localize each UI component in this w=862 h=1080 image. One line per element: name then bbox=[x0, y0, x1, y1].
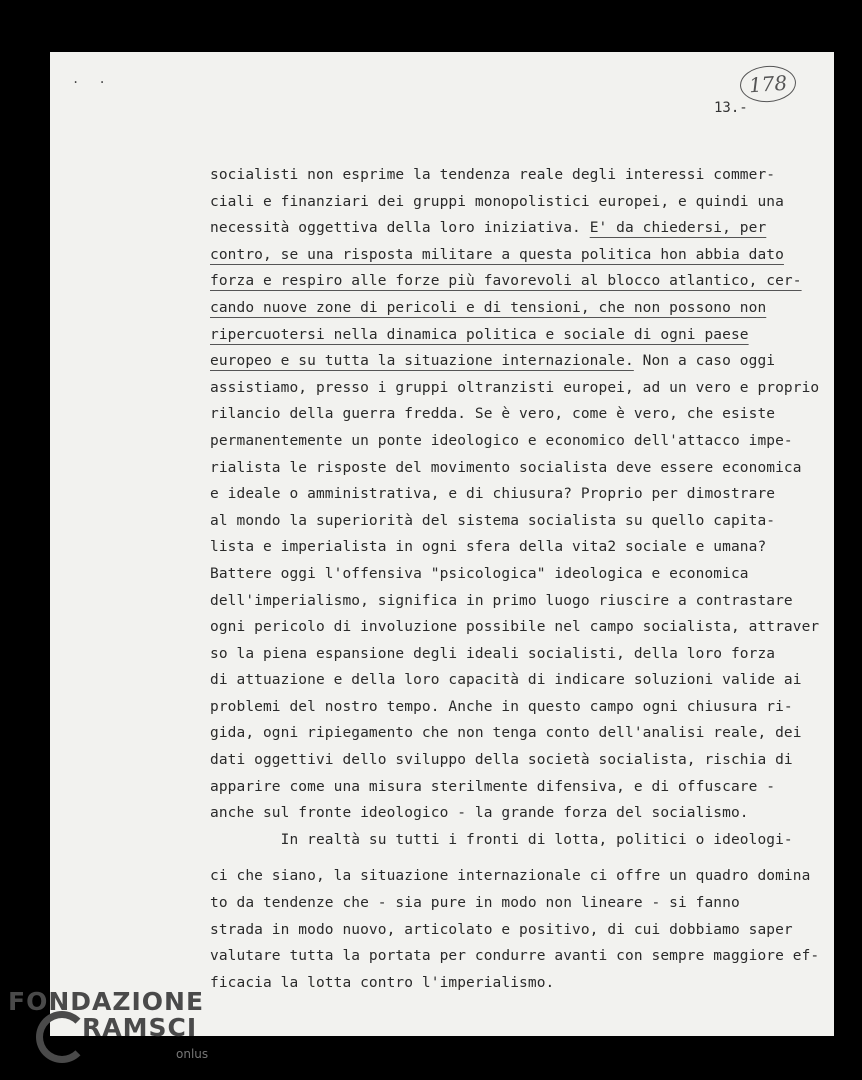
watermark-line2: RAMSCI bbox=[82, 1013, 198, 1042]
text-line: lista e imperialista in ogni sfera della vita2 sociale e umana? bbox=[210, 539, 767, 556]
text-line: apparire come una misura sterilmente difensiva, e di offuscare - bbox=[210, 778, 776, 795]
g-logo-icon bbox=[36, 1011, 88, 1063]
underlined-text: contro, se una risposta militare a questa politica hon abbia dato bbox=[210, 246, 784, 263]
text-line: to da tendenze che - sia pure in modo non lineare - si fanno bbox=[210, 895, 740, 912]
text-line: e ideale o amministrativa, e di chiusura? Proprio per dimostrare bbox=[210, 486, 776, 503]
text-line: ogni pericolo di involuzione possibile nel campo socialista, attraver bbox=[210, 619, 820, 636]
watermark-logo bbox=[0, 985, 230, 1075]
underlined-text: ripercuotersi nella dinamica politica e sociale di ogni paese bbox=[210, 326, 749, 343]
document-page bbox=[50, 52, 834, 1036]
text-line: ciali e finanziari dei gruppi monopolistici europei, e quindi una bbox=[210, 193, 784, 210]
text-line: di attuazione e della loro capacità di indicare soluzioni valide ai bbox=[210, 672, 802, 689]
text-line: assistiamo, presso i gruppi oltranzisti europei, ad un vero e proprio bbox=[210, 379, 820, 396]
text-line: europeo e su tutta la situazione internazionale. Non a caso oggi bbox=[210, 353, 776, 370]
text-line bbox=[210, 295, 830, 322]
text-line bbox=[210, 268, 830, 295]
underlined-text: europeo e su tutta la situazione internazionale. bbox=[210, 353, 634, 370]
text-line: rilancio della guerra fredda. Se è vero, come è vero, che esiste bbox=[210, 406, 776, 423]
text-line bbox=[210, 322, 830, 349]
underlined-text: E' da chiedersi, per bbox=[589, 220, 767, 237]
page-number: 13.- bbox=[714, 100, 748, 116]
text-line: dell'imperialismo, significa in primo luogo riuscire a contrastare bbox=[210, 592, 793, 609]
text-line: Battere oggi l'offensiva "psicologica" ideologica e economica bbox=[210, 565, 749, 582]
text-line: problemi del nostro tempo. Anche in questo campo ogni chiusura ri- bbox=[210, 698, 793, 715]
text-line: so la piena espansione degli ideali socialisti, della loro forza bbox=[210, 645, 776, 662]
text-line: ficacia la lotta contro l'imperialismo. bbox=[210, 974, 555, 991]
underlined-text: forza e respiro alle forze più favorevoli al blocco atlantico, cer- bbox=[210, 273, 802, 290]
text-line: valutare tutta la portata per condurre avanti con sempre maggiore ef- bbox=[210, 948, 820, 965]
text-line: In realtà su tutti i fronti di lotta, politici o ideologi- bbox=[210, 831, 793, 848]
text-line: anche sul fronte ideologico - la grande forza del socialismo. bbox=[210, 805, 749, 822]
typed-text-body bbox=[210, 162, 830, 1023]
archive-number-stamp: 178 bbox=[739, 64, 797, 104]
text-line: gida, ogni ripiegamento che non tenga conto dell'analisi reale, dei bbox=[210, 725, 802, 742]
text-line: dati oggettivi dello sviluppo della società socialista, rischia di bbox=[210, 752, 793, 769]
watermark-line1: FONDAZIONE bbox=[8, 987, 205, 1016]
underlined-text: cando nuove zone di pericoli e di tensioni, che non possono non bbox=[210, 299, 767, 316]
watermark-line3: onlus bbox=[176, 1047, 209, 1061]
text-line bbox=[210, 242, 830, 269]
text-line: strada in modo nuovo, articolato e positivo, di cui dobbiamo saper bbox=[210, 921, 793, 938]
text-line: rialista le risposte del movimento socialista deve essere economica bbox=[210, 459, 802, 476]
text-line: permanentemente un ponte ideologico e economico dell'attacco impe- bbox=[210, 432, 793, 449]
text-line bbox=[210, 996, 830, 1023]
text-line: al mondo la superiorità del sistema socialista su quello capita- bbox=[210, 512, 776, 529]
text-line: ci che siano, la situazione internazionale ci offre un quadro domina bbox=[210, 868, 811, 885]
text-line: socialisti non esprime la tendenza reale degli interessi commer- bbox=[210, 167, 776, 183]
text-line: necessità oggettiva della loro iniziativa. E' da chiedersi, per bbox=[210, 220, 767, 237]
corner-marks: . . bbox=[72, 72, 112, 86]
